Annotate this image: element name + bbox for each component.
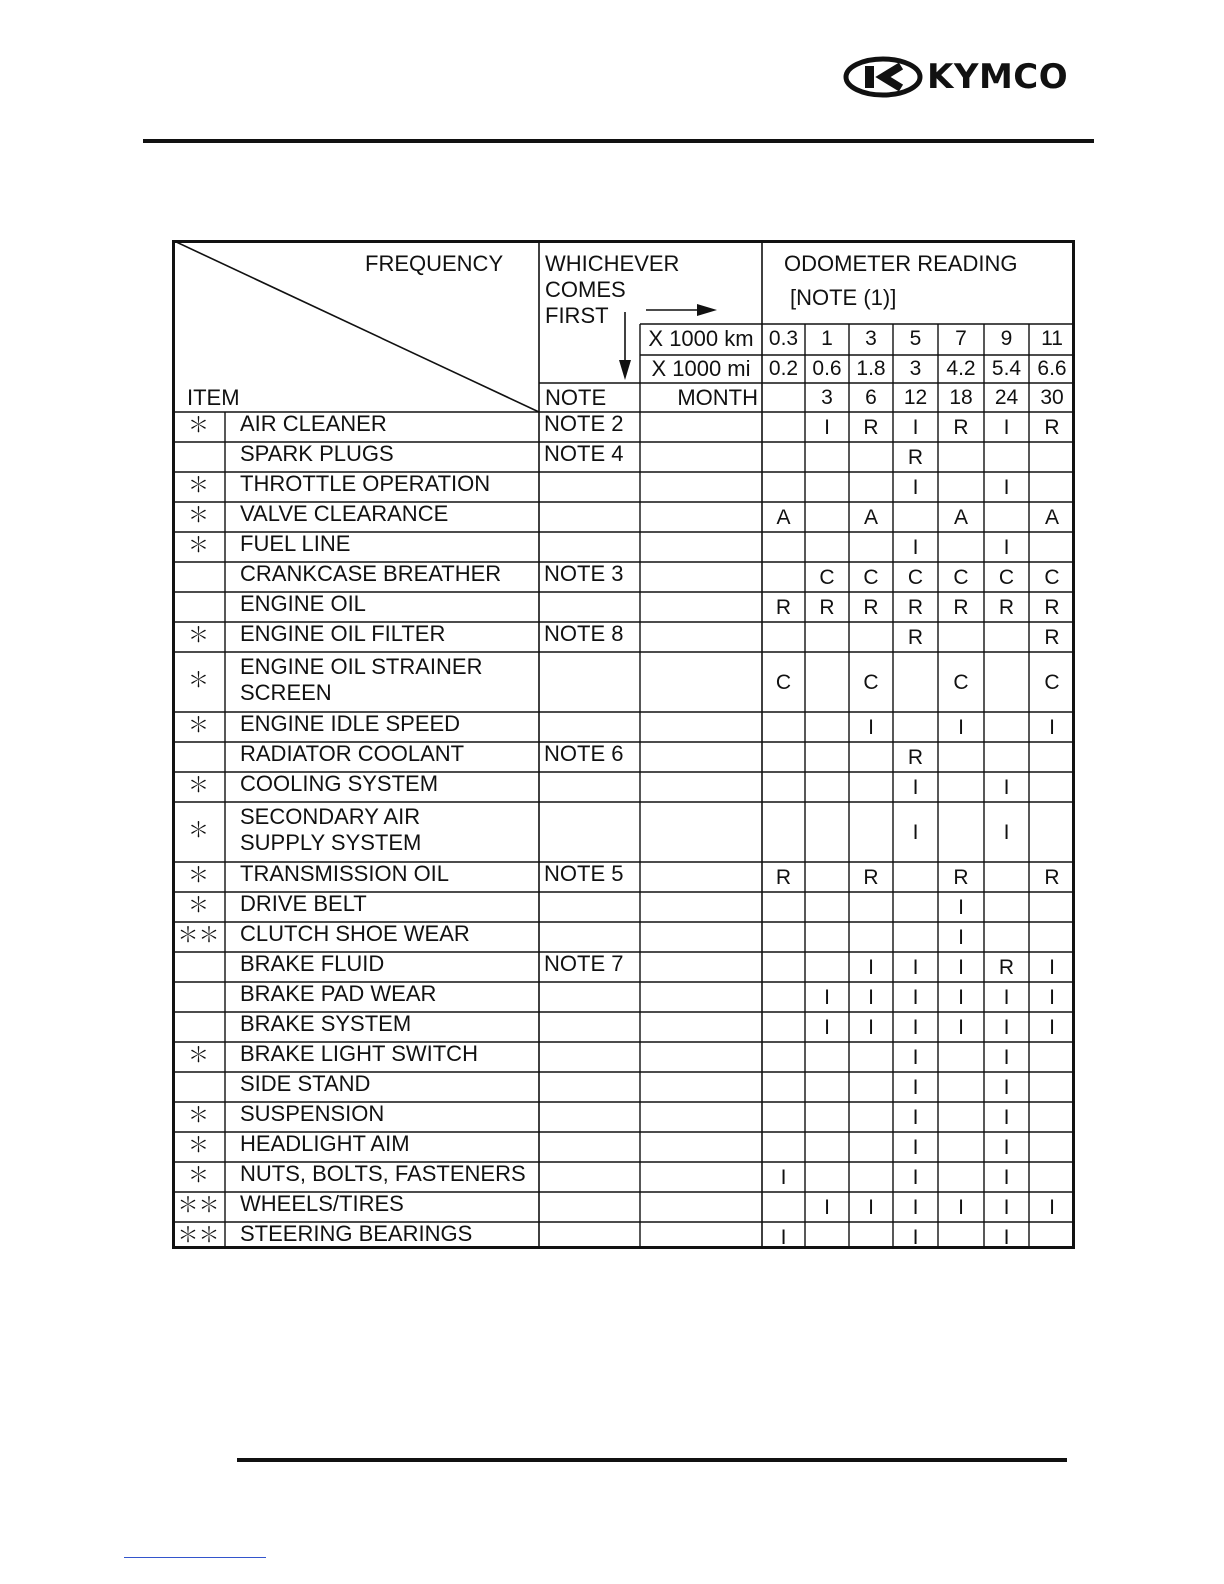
row-service-action bbox=[938, 475, 984, 501]
row-service-action bbox=[849, 895, 893, 921]
row-service-action: I bbox=[912, 821, 919, 844]
row-note: NOTE 4 bbox=[544, 441, 624, 466]
row-item-name: FUEL LINE bbox=[240, 531, 351, 556]
row-service-action: R bbox=[819, 596, 835, 619]
row-service-action bbox=[893, 895, 938, 921]
row-service-action bbox=[805, 1105, 849, 1131]
row-service-action: I bbox=[824, 1016, 830, 1039]
row-service-action bbox=[938, 1105, 984, 1131]
row-service-mark bbox=[172, 443, 225, 469]
header-odometer-reading: ODOMETER READING bbox=[784, 251, 1018, 276]
row-service-action: R bbox=[907, 596, 924, 619]
row-service-action: I bbox=[912, 956, 919, 979]
row-service-action bbox=[938, 820, 984, 846]
row-service-mark: ＊ bbox=[188, 534, 209, 557]
brand-name: KYMCO bbox=[927, 57, 1069, 97]
row-service-action bbox=[938, 1225, 984, 1251]
row-item-name: BRAKE FLUID bbox=[240, 951, 385, 976]
row-service-action bbox=[762, 715, 805, 741]
row-service-action: I bbox=[1003, 1226, 1010, 1249]
header-whichever-line: COMES bbox=[545, 277, 626, 302]
row-service-action bbox=[805, 925, 849, 951]
row-service-action bbox=[893, 865, 938, 891]
row-service-action: R bbox=[907, 446, 924, 469]
row-service-action: I bbox=[824, 416, 830, 439]
row-service-action: I bbox=[1049, 1016, 1055, 1039]
row-service-action: I bbox=[824, 1196, 830, 1219]
row-service-mark: ＊＊ bbox=[177, 1224, 220, 1247]
row-item-name: SECONDARY AIR bbox=[240, 804, 421, 829]
row-item-name: ENGINE OIL FILTER bbox=[240, 621, 446, 646]
row-service-action bbox=[984, 925, 1029, 951]
row-service-action: C bbox=[998, 566, 1015, 589]
row-service-action bbox=[762, 955, 805, 981]
row-service-action: I bbox=[1003, 1166, 1010, 1189]
row-service-action: I bbox=[1003, 476, 1010, 499]
row-item-name: TRANSMISSION OIL bbox=[240, 861, 450, 886]
row-service-action: I bbox=[1003, 536, 1010, 559]
row-service-action: C bbox=[1044, 671, 1060, 694]
row-service-action: R bbox=[998, 596, 1015, 619]
row-service-action: C bbox=[907, 566, 924, 589]
row-service-action: R bbox=[907, 626, 924, 649]
row-service-action bbox=[893, 670, 938, 696]
row-service-action bbox=[849, 1075, 893, 1101]
row-service-action bbox=[762, 925, 805, 951]
row-service-action bbox=[938, 535, 984, 561]
row-service-action bbox=[893, 715, 938, 741]
row-service-action: I bbox=[868, 716, 874, 739]
row-item-name: ENGINE OIL STRAINER bbox=[240, 654, 483, 679]
row-service-mark: ＊ bbox=[188, 1164, 209, 1187]
row-service-action bbox=[762, 895, 805, 921]
row-service-action: I bbox=[1003, 1136, 1010, 1159]
row-service-action bbox=[805, 1165, 849, 1191]
row-service-action: I bbox=[1003, 1076, 1010, 1099]
header-odometer-note: [NOTE (1)] bbox=[790, 285, 897, 310]
row-service-action bbox=[849, 820, 893, 846]
row-service-action bbox=[805, 1075, 849, 1101]
row-service-action: I bbox=[912, 416, 919, 439]
row-service-action: R bbox=[998, 956, 1015, 979]
row-service-action: I bbox=[958, 926, 964, 949]
row-service-action: R bbox=[775, 866, 792, 889]
row-item-name: THROTTLE OPERATION bbox=[240, 471, 491, 496]
row-service-action: I bbox=[1003, 821, 1010, 844]
row-service-mark: ＊＊ bbox=[177, 1194, 220, 1217]
row-service-action bbox=[938, 1135, 984, 1161]
row-service-action: I bbox=[958, 1016, 964, 1039]
row-service-action bbox=[762, 1105, 805, 1131]
header-whichever-line: FIRST bbox=[545, 303, 609, 328]
row-item-name: AIR CLEANER bbox=[240, 411, 387, 436]
header-km-label: X 1000 km bbox=[648, 326, 754, 351]
row-item-name: SPARK PLUGS bbox=[240, 441, 394, 466]
odometer-mi-value: 0.2 bbox=[768, 357, 799, 380]
header-note: NOTE bbox=[545, 385, 607, 410]
row-item-name: CRANKCASE BREATHER bbox=[240, 561, 502, 586]
row-service-action: I bbox=[958, 986, 964, 1009]
row-service-action: I bbox=[868, 956, 874, 979]
row-service-action bbox=[805, 670, 849, 696]
row-item-name: STEERING BEARINGS bbox=[240, 1221, 473, 1246]
row-service-action: I bbox=[868, 1016, 874, 1039]
row-service-action bbox=[984, 505, 1029, 531]
row-service-mark: ＊ bbox=[188, 1134, 209, 1157]
odometer-km-value: 5 bbox=[909, 327, 922, 350]
row-service-action bbox=[1029, 1045, 1075, 1071]
odometer-km-value: 3 bbox=[865, 327, 877, 350]
row-service-action: I bbox=[912, 1106, 919, 1129]
row-service-action: R bbox=[863, 596, 879, 619]
odometer-km-value: 1 bbox=[821, 327, 833, 350]
row-service-action: C bbox=[863, 671, 879, 694]
row-service-action bbox=[762, 535, 805, 561]
row-service-action: R bbox=[953, 596, 969, 619]
row-service-action bbox=[805, 1045, 849, 1071]
row-service-mark bbox=[172, 563, 225, 589]
header-item: ITEM bbox=[187, 385, 240, 410]
row-item-name: ENGINE OIL bbox=[240, 591, 366, 616]
row-service-action bbox=[762, 415, 805, 441]
row-service-action: R bbox=[1044, 416, 1060, 439]
row-service-action bbox=[1029, 745, 1075, 771]
row-service-action: A bbox=[776, 506, 791, 529]
odometer-km-value: 0.3 bbox=[768, 327, 799, 350]
header-rule bbox=[143, 139, 1094, 143]
row-service-action bbox=[984, 865, 1029, 891]
row-service-action: C bbox=[953, 566, 969, 589]
row-note: NOTE 6 bbox=[544, 741, 624, 766]
row-service-action bbox=[893, 925, 938, 951]
row-service-mark bbox=[172, 593, 225, 619]
row-service-action bbox=[762, 445, 805, 471]
row-service-action bbox=[984, 625, 1029, 651]
row-item-name: ENGINE IDLE SPEED bbox=[240, 711, 461, 736]
row-service-action: I bbox=[912, 1046, 919, 1069]
row-item-name: RADIATOR COOLANT bbox=[240, 741, 465, 766]
row-service-action bbox=[984, 745, 1029, 771]
row-service-action bbox=[762, 565, 805, 591]
row-note: NOTE 8 bbox=[544, 621, 624, 646]
row-item-name: NUTS, BOLTS, FASTENERS bbox=[240, 1161, 526, 1186]
odometer-mi-value: 6.6 bbox=[1037, 357, 1067, 380]
row-service-action bbox=[1029, 445, 1075, 471]
row-service-action: I bbox=[1049, 716, 1055, 739]
row-service-action: I bbox=[1003, 416, 1010, 439]
row-service-action bbox=[805, 820, 849, 846]
row-item-name: SUSPENSION bbox=[240, 1101, 385, 1126]
row-service-mark bbox=[172, 953, 225, 979]
row-service-mark bbox=[172, 1073, 225, 1099]
row-service-mark: ＊ bbox=[188, 474, 209, 497]
row-service-action: C bbox=[819, 566, 835, 589]
row-service-action bbox=[762, 625, 805, 651]
row-service-action bbox=[1029, 895, 1075, 921]
interval-month-value: 6 bbox=[865, 386, 877, 409]
row-service-mark: ＊＊ bbox=[177, 924, 220, 947]
row-service-action: I bbox=[912, 1076, 919, 1099]
row-service-mark: ＊ bbox=[188, 504, 209, 527]
interval-month-value: 30 bbox=[1040, 386, 1064, 409]
row-service-action bbox=[849, 1045, 893, 1071]
row-service-action bbox=[762, 1045, 805, 1071]
row-service-action bbox=[849, 775, 893, 801]
row-service-action: C bbox=[1044, 566, 1060, 589]
row-service-action: R bbox=[953, 866, 969, 889]
row-service-action: I bbox=[780, 1226, 787, 1249]
row-service-mark bbox=[172, 1013, 225, 1039]
odometer-mi-value: 5.4 bbox=[991, 357, 1022, 380]
row-service-action bbox=[1029, 475, 1075, 501]
row-service-action: A bbox=[953, 506, 968, 529]
row-service-action: I bbox=[912, 536, 919, 559]
row-service-action bbox=[849, 625, 893, 651]
row-service-action bbox=[849, 1165, 893, 1191]
row-note: NOTE 3 bbox=[544, 561, 624, 586]
interval-month-value: 12 bbox=[903, 386, 928, 409]
row-service-action bbox=[938, 1165, 984, 1191]
row-item-name: DRIVE BELT bbox=[240, 891, 367, 916]
header-whichever-line: WHICHEVER bbox=[545, 251, 680, 276]
row-item-name: WHEELS/TIRES bbox=[240, 1191, 404, 1216]
row-service-action: I bbox=[912, 476, 919, 499]
row-service-action bbox=[805, 1135, 849, 1161]
row-service-action bbox=[805, 715, 849, 741]
row-service-action bbox=[762, 985, 805, 1011]
row-service-mark: ＊ bbox=[188, 669, 209, 692]
row-service-action: A bbox=[1044, 506, 1059, 529]
row-service-action bbox=[984, 445, 1029, 471]
row-service-mark: ＊ bbox=[188, 819, 209, 842]
row-service-action: I bbox=[868, 986, 874, 1009]
row-service-action: I bbox=[1049, 956, 1055, 979]
row-service-action bbox=[805, 865, 849, 891]
row-service-action: C bbox=[953, 671, 969, 694]
odometer-mi-value: 0.6 bbox=[812, 357, 842, 380]
row-service-action bbox=[938, 745, 984, 771]
row-service-action: I bbox=[1003, 986, 1010, 1009]
footer-link-underline bbox=[124, 1557, 266, 1558]
row-item-name: COOLING SYSTEM bbox=[240, 771, 439, 796]
row-service-action bbox=[805, 505, 849, 531]
row-service-action bbox=[938, 445, 984, 471]
row-note: NOTE 2 bbox=[544, 411, 624, 436]
row-service-action: I bbox=[1003, 1106, 1010, 1129]
row-service-action: R bbox=[1044, 626, 1060, 649]
row-service-action: I bbox=[958, 1196, 964, 1219]
row-item-name: BRAKE PAD WEAR bbox=[240, 981, 437, 1006]
row-service-mark: ＊ bbox=[188, 414, 209, 437]
row-service-mark: ＊ bbox=[188, 1104, 209, 1127]
row-service-action: I bbox=[780, 1166, 787, 1189]
row-service-action bbox=[805, 625, 849, 651]
row-service-action: I bbox=[1003, 1046, 1010, 1069]
row-service-action: I bbox=[958, 956, 964, 979]
row-service-action bbox=[1029, 1135, 1075, 1161]
row-service-action bbox=[1029, 1075, 1075, 1101]
row-service-action bbox=[762, 475, 805, 501]
header-month: MONTH bbox=[677, 385, 758, 410]
row-note: NOTE 7 bbox=[544, 951, 624, 976]
row-service-action bbox=[805, 955, 849, 981]
row-service-action bbox=[849, 535, 893, 561]
row-service-action bbox=[849, 1135, 893, 1161]
row-service-action: C bbox=[863, 566, 879, 589]
row-service-mark: ＊ bbox=[188, 624, 209, 647]
row-service-action bbox=[849, 475, 893, 501]
row-service-action bbox=[805, 745, 849, 771]
row-service-action bbox=[762, 775, 805, 801]
header-frequency: FREQUENCY bbox=[365, 251, 504, 276]
row-service-mark bbox=[172, 743, 225, 769]
row-service-action bbox=[762, 1135, 805, 1161]
interval-month-value: 18 bbox=[949, 386, 973, 409]
row-service-action bbox=[938, 775, 984, 801]
row-item-name: SUPPLY SYSTEM bbox=[240, 830, 422, 855]
row-service-action: I bbox=[912, 986, 919, 1009]
row-service-action: I bbox=[1003, 1016, 1010, 1039]
row-service-action bbox=[984, 895, 1029, 921]
row-service-mark: ＊ bbox=[188, 714, 209, 737]
row-service-action bbox=[1029, 1165, 1075, 1191]
row-service-action: I bbox=[912, 1226, 919, 1249]
row-service-action bbox=[762, 1075, 805, 1101]
row-service-action: A bbox=[863, 506, 878, 529]
arrow-right-icon bbox=[697, 304, 717, 316]
row-service-action: I bbox=[958, 896, 964, 919]
row-service-action: R bbox=[1044, 596, 1060, 619]
row-service-action bbox=[938, 1045, 984, 1071]
row-service-action bbox=[849, 1225, 893, 1251]
row-note: NOTE 5 bbox=[544, 861, 624, 886]
row-service-action bbox=[805, 445, 849, 471]
odometer-mi-value: 4.2 bbox=[946, 357, 976, 380]
interval-month-value: 3 bbox=[821, 386, 833, 409]
row-service-action: R bbox=[775, 596, 792, 619]
row-service-action: I bbox=[1049, 986, 1055, 1009]
row-item-name: VALVE CLEARANCE bbox=[240, 501, 449, 526]
row-service-action: I bbox=[868, 1196, 874, 1219]
row-service-action bbox=[984, 715, 1029, 741]
maintenance-schedule-table bbox=[172, 240, 1075, 1249]
row-service-action bbox=[849, 1105, 893, 1131]
row-item-name: CLUTCH SHOE WEAR bbox=[240, 921, 470, 946]
row-service-action bbox=[1029, 535, 1075, 561]
row-service-action: C bbox=[775, 671, 792, 694]
row-service-action bbox=[762, 1195, 805, 1221]
interval-month-value: 24 bbox=[994, 386, 1019, 409]
row-service-action bbox=[1029, 820, 1075, 846]
row-service-action bbox=[1029, 925, 1075, 951]
odometer-km-value: 9 bbox=[1000, 327, 1013, 350]
row-service-action: I bbox=[1049, 1196, 1055, 1219]
row-service-action: R bbox=[863, 416, 879, 439]
row-service-action bbox=[1029, 1225, 1075, 1251]
row-service-action: I bbox=[1003, 1196, 1010, 1219]
arrow-down-icon bbox=[619, 360, 631, 380]
row-service-action bbox=[805, 895, 849, 921]
row-service-action bbox=[805, 1225, 849, 1251]
row-item-name: SCREEN bbox=[240, 680, 332, 705]
row-service-action: I bbox=[912, 1016, 919, 1039]
row-service-action bbox=[762, 745, 805, 771]
row-service-action: I bbox=[912, 1166, 919, 1189]
row-service-action: I bbox=[1003, 776, 1010, 799]
interval-month-value bbox=[762, 385, 805, 413]
odometer-km-value: 11 bbox=[1041, 327, 1063, 350]
row-service-mark: ＊ bbox=[188, 864, 209, 887]
row-item-name: BRAKE SYSTEM bbox=[240, 1011, 412, 1036]
row-service-action: I bbox=[958, 716, 964, 739]
row-service-action bbox=[893, 505, 938, 531]
row-service-action: I bbox=[912, 1196, 919, 1219]
row-service-action: R bbox=[907, 746, 924, 769]
odometer-mi-value: 1.8 bbox=[856, 357, 886, 380]
odometer-km-value: 7 bbox=[955, 327, 967, 350]
row-service-action bbox=[762, 1015, 805, 1041]
row-item-name: SIDE STAND bbox=[240, 1071, 371, 1096]
odometer-mi-value: 3 bbox=[909, 357, 922, 380]
row-service-action bbox=[1029, 1105, 1075, 1131]
row-service-action: R bbox=[863, 866, 879, 889]
row-service-action bbox=[849, 925, 893, 951]
row-item-name: BRAKE LIGHT SWITCH bbox=[240, 1041, 478, 1066]
kymco-emblem-icon bbox=[843, 56, 923, 98]
row-service-mark bbox=[172, 983, 225, 1009]
row-service-mark: ＊ bbox=[188, 1044, 209, 1067]
footer-rule bbox=[237, 1458, 1067, 1462]
row-service-action bbox=[938, 625, 984, 651]
row-service-action: I bbox=[912, 776, 919, 799]
row-item-name: HEADLIGHT AIM bbox=[240, 1131, 410, 1156]
header-mi-label: X 1000 mi bbox=[651, 356, 751, 381]
row-service-action: R bbox=[953, 416, 969, 439]
brand-logo bbox=[843, 56, 1083, 98]
row-service-mark: ＊ bbox=[188, 894, 209, 917]
row-service-action: I bbox=[824, 986, 830, 1009]
row-service-action bbox=[984, 670, 1029, 696]
row-service-action bbox=[1029, 775, 1075, 801]
row-service-mark: ＊ bbox=[188, 774, 209, 797]
row-service-action bbox=[805, 535, 849, 561]
row-service-action bbox=[849, 445, 893, 471]
row-service-action: I bbox=[912, 1136, 919, 1159]
row-service-action bbox=[762, 820, 805, 846]
row-service-action bbox=[805, 475, 849, 501]
row-service-action bbox=[849, 745, 893, 771]
row-service-action bbox=[938, 1075, 984, 1101]
row-service-action bbox=[805, 775, 849, 801]
row-service-action: R bbox=[1044, 866, 1060, 889]
